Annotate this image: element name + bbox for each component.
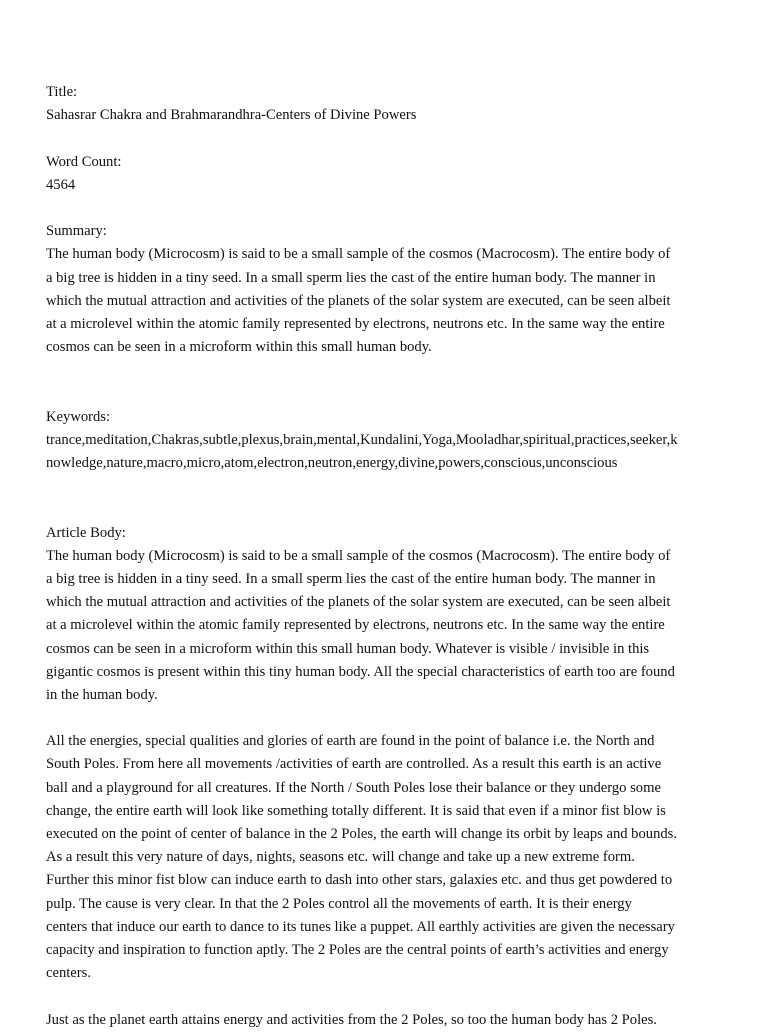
article-line: South Poles. From here all movements /activities of earth are controlled. As a result this earth is an active [46,756,662,773]
word-count-value: 4564 [46,176,76,193]
summary-line: at a microlevel within the atomic family represented by electrons, neutrons etc. In the same way the entire [46,315,665,332]
spacer [46,475,722,521]
article-line: Further this minor fist blow can induce earth to dash into other stars, galaxies etc. and thus get powdered to [46,872,673,889]
article-line: ball and a playground for all creatures. If the North / South Poles lose their balance or they undergo some [46,779,661,796]
keywords-line: trance,meditation,Chakras,subtle,plexus,brain,mental,Kundalini,Yoga,Mooladhar,spiritual,practices,seeker,k [46,431,678,448]
article-line: capacity and inspiration to function aptly. The 2 Poles are the central points of earth’s activities and energy [46,941,669,958]
spacer [46,359,722,405]
article-line: All the energies, special qualities and glories of earth are found in the point of balance i.e. the North and [46,733,655,750]
keywords-label: Keywords: [46,408,111,425]
summary-line: a big tree is hidden in a tiny seed. In a small sperm lies the cast of the entire human body. The manner in [46,269,656,286]
article-line: gigantic cosmos is present within this tiny human body. All the special characteristics of earth too are found [46,663,675,680]
article-line: The human body (Microcosm) is said to be a small sample of the cosmos (Macrocosm). The entire body of [46,547,671,564]
keywords-text [46,429,722,475]
article-line: in the human body. [46,686,158,703]
article-line: executed on the point of center of balance in the 2 Poles, the earth will change its orbit by leaps and bounds. [46,826,677,843]
summary-line: cosmos can be seen in a microform within this small human body. [46,339,432,356]
article-line: Just as the planet earth attains energy and activities from the 2 Poles, so too the human body has 2 Poles. [46,1011,657,1028]
article-line: centers that induce our earth to dance to its tunes like a puppet. All earthly activities are given the necessary [46,918,675,935]
spacer [46,127,722,150]
article-paragraph-1 [46,545,722,707]
article-line: a big tree is hidden in a tiny seed. In a small sperm lies the cast of the entire human body. The manner in [46,570,656,587]
summary-label: Summary: [46,223,107,240]
article-body-label: Article Body: [46,524,126,541]
spacer [46,197,722,220]
article-line: pulp. The cause is very clear. In that the 2 Poles control all the movements of earth. It is their energy [46,895,632,912]
document-content [46,81,722,1032]
article-paragraph-3 [46,1009,722,1032]
document-title: Sahasrar Chakra and Brahmarandhra-Centers of Divine Powers [46,107,417,124]
spacer [46,985,722,1008]
summary-line: The human body (Microcosm) is said to be a small sample of the cosmos (Macrocosm). The entire body of [46,246,671,263]
article-line: centers. [46,965,91,982]
summary-text [46,243,722,359]
article-line: at a microlevel within the atomic family represented by electrons, neutrons etc. In the same way the entire [46,617,665,634]
spacer [46,707,722,730]
article-line: cosmos can be seen in a microform within this small human body. Whatever is visible / invisible in this [46,640,650,657]
summary-line: which the mutual attraction and activities of the planets of the solar system are executed, can be seen albeit [46,292,671,309]
article-line: As a result this very nature of days, nights, seasons etc. will change and take up a new extreme form. [46,849,635,866]
article-line: change, the entire earth will look like something totally different. It is said that even if a minor fist blow is [46,802,666,819]
word-count-label: Word Count: [46,153,122,170]
title-label: Title: [46,84,78,100]
article-paragraph-2 [46,730,722,985]
article-line: which the mutual attraction and activities of the planets of the solar system are executed, can be seen albeit [46,594,671,611]
keywords-line: nowledge,nature,macro,micro,atom,electron,neutron,energy,divine,powers,conscious,unconscious [46,455,618,472]
